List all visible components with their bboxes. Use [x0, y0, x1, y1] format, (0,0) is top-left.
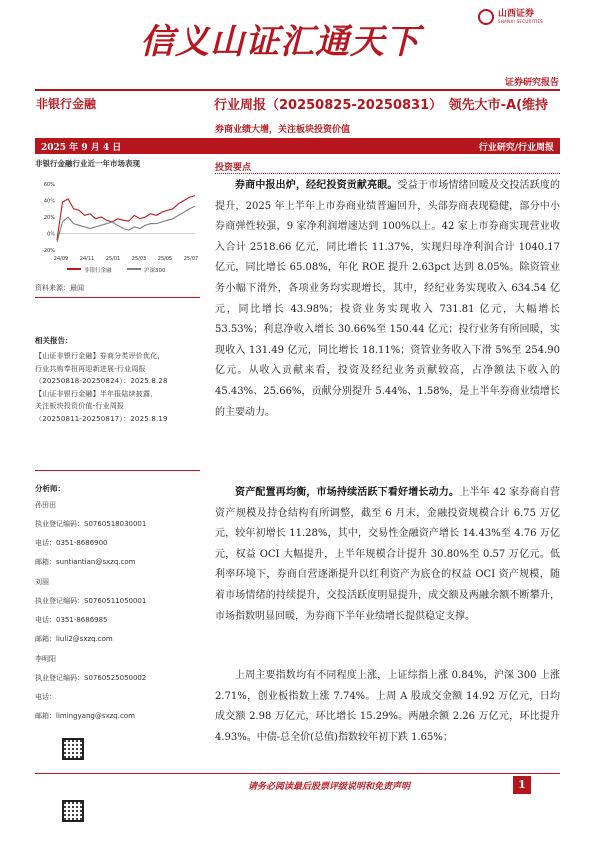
analyst-name: 刘丽	[35, 578, 49, 586]
legend-swatch	[67, 268, 81, 270]
related-report-line[interactable]: （20250818-20250824）：2025.8.28	[35, 377, 168, 385]
x-tick-label: 25/05	[157, 256, 173, 262]
related-report-line[interactable]: 【山证非银行金融】半年报陆续披露，	[35, 389, 158, 398]
analyst-name: 李明阳	[35, 655, 56, 663]
analyst-email[interactable]: 邮箱：limingyang@sxzq.com	[35, 712, 135, 720]
y-tick-label: -20%	[42, 248, 55, 254]
date-bar	[35, 138, 560, 154]
related-report-line[interactable]: （20250811-20250817）：2025.8.19	[35, 414, 168, 423]
analyst-card	[35, 500, 200, 567]
chart-source: 资料来源：最闻	[35, 284, 84, 292]
analyst-tel: 电话：	[35, 693, 56, 701]
paragraph-1	[215, 176, 560, 423]
sector-label: 非银行金融	[36, 97, 97, 111]
related-report-line[interactable]: 【山证非银行金融】券商分类评价优化，	[35, 352, 165, 360]
legend-label: 沪深300	[144, 268, 166, 274]
divider	[35, 297, 200, 298]
divider	[35, 470, 200, 471]
x-tick-label: 25/03	[131, 256, 147, 262]
report-title: 行业周报（20250825-20250831） 领先大市-A(维持	[214, 98, 549, 113]
chart-title: 非银行金融行业近一年市场表现	[35, 159, 140, 168]
x-tick-label: 24/11	[79, 256, 95, 262]
market-performance-chart	[35, 172, 200, 277]
qr-code-icon[interactable]	[62, 800, 84, 822]
company-logo	[478, 8, 578, 26]
chart-svg	[35, 172, 200, 277]
analyst-email[interactable]: 邮箱：liuli2@sxzq.com	[35, 635, 113, 643]
y-tick-label: 20%	[43, 215, 55, 221]
analyst-card	[35, 654, 200, 721]
report-date: 2025 年 9 月 4 日	[41, 143, 122, 153]
disclaimer-link[interactable]: 请务必阅读最后股票评级说明和免责声明	[248, 782, 411, 792]
x-tick-label: 25/07	[183, 256, 199, 262]
related-report-line[interactable]: 行业共购奉扭再迎新进展-行业周报	[35, 364, 146, 373]
analyst-tel: 电话：0351-8686985	[35, 616, 108, 624]
paragraph-3	[215, 666, 560, 748]
analyst-tel: 电话：0351-8686900	[35, 539, 108, 547]
legend-swatch	[127, 268, 141, 270]
analyst-card	[35, 577, 200, 644]
y-tick-label: 0%	[47, 231, 55, 238]
report-category: 行业研究/行业周报	[478, 143, 554, 153]
logo-sub: SHANXI SECURITIES	[498, 19, 544, 24]
section-rule	[215, 173, 560, 174]
series-line	[57, 206, 195, 242]
legend-label: 非银行金融	[84, 268, 112, 274]
related-reports-list	[35, 350, 200, 425]
analyst-cert: 执业登记编码：S0760525050002	[35, 674, 147, 682]
analyst-cert: 执业登记编码：S0760511050001	[35, 597, 147, 605]
brand-slogan: 信义山证汇通天下	[140, 22, 420, 62]
footer-rule	[35, 773, 560, 774]
related-report-line[interactable]: 关注板块投资价值-行业周报	[35, 402, 125, 410]
x-tick-label: 24/09	[53, 256, 69, 262]
y-tick-label: 40%	[43, 198, 55, 205]
paragraph-2	[215, 483, 560, 627]
paragraph-text: 受益于市场情绪回暖及交投活跃度的提升，2025 年上半年上市券商业绩普遍回升，头部券商表现稳健，部分中小券商弹性较强，9 家净利润增速达到 100%以上。42 家上市券商实现营业收入合计 2518.66 亿元，同比增长 11.37%，实现归母净利润合计 1040.17 亿元，同比增长 65.08%，年化 ROE 提升 2.63pct 达到 8.05%。除资管业务小幅下滑外，各项业务均实现增长，其中，经纪业务实现收入 634.54 亿元，同比增长 43.98%；投资业务实现收入 731.81 亿元，大幅增长 53.53%；利息净收入增长 30.66%至 150.44 亿元；投行业务有所回暖，实现收入 131.49 亿元，同比增长 18.11%；资管业务收入下滑 5%至 254.90 亿元。从收入贡献来看，投资及经纪业务贡献较高，占净额法下收入的 45.43%、25.66%，贡献分别提升 5.44%、1.58%，是上半年券商业绩增长的主要动力。	[215, 180, 561, 418]
paragraph-lead: 资产配置再均衡，市场持续活跃下看好增长动力。	[235, 487, 460, 498]
logo-name: 山西证券	[498, 9, 535, 19]
report-subtitle: 券商业绩大增，关注板块投资价值	[215, 125, 351, 135]
report-type: 证券研究报告	[504, 78, 559, 88]
paragraph-text: 上周主要指数均有不同程度上涨，上证综指上涨 0.84%，沪深 300 上涨 2.71%，创业板指数上涨 7.74%。上周 A 股成交金额 14.92 万亿元，日均成交额 2.98 万亿元，环比增长 15.29%。两融余额 2.26 万亿元，环比提升 4.93%。中债-总全价(总值)指数较年初下跌 1.65%；	[215, 670, 560, 743]
page-number: 1	[513, 776, 531, 794]
analyst-cert: 执业登记编码：S0760518030001	[35, 520, 147, 528]
x-tick-label: 25/01	[105, 256, 121, 262]
y-tick-label: 60%	[43, 182, 55, 188]
paragraph-text: 上半年 42 家券商自营资产规模及持仓结构有所调整，截至 6 月末，金融投资规模合计 6.75 万亿元，较年初增长 11.28%，其中，交易性金融资产增长 14.43%至 4.76 万亿元，权益 OCI 大幅提升，上半年规模合计提升 30.80%至 0.57 万亿元。低利率环境下，券商自营逐渐提升以红利资产为底仓的权益 OCI 资产规模，随着市场情绪的持续提升，交投活跃度明显提升，成交额及两融余额不断攀升，市场指数明显回暖，为券商下半年业绩增长提供稳定支撑。	[215, 487, 560, 622]
header-divider	[35, 89, 560, 91]
qr-code-icon[interactable]	[62, 738, 84, 760]
analysts-heading: 分析师：	[35, 484, 65, 493]
paragraph-lead: 券商中报出炉，经纪投资贡献亮眼。	[235, 180, 398, 191]
analyst-list	[35, 500, 200, 721]
analyst-email[interactable]: 邮箱：suntiantian@sxzq.com	[35, 558, 136, 566]
section-heading: 投资要点	[215, 163, 252, 173]
logo-mark-icon	[478, 9, 494, 25]
related-reports-heading: 相关报告：	[35, 336, 73, 345]
analyst-name: 孙田田	[35, 501, 56, 509]
